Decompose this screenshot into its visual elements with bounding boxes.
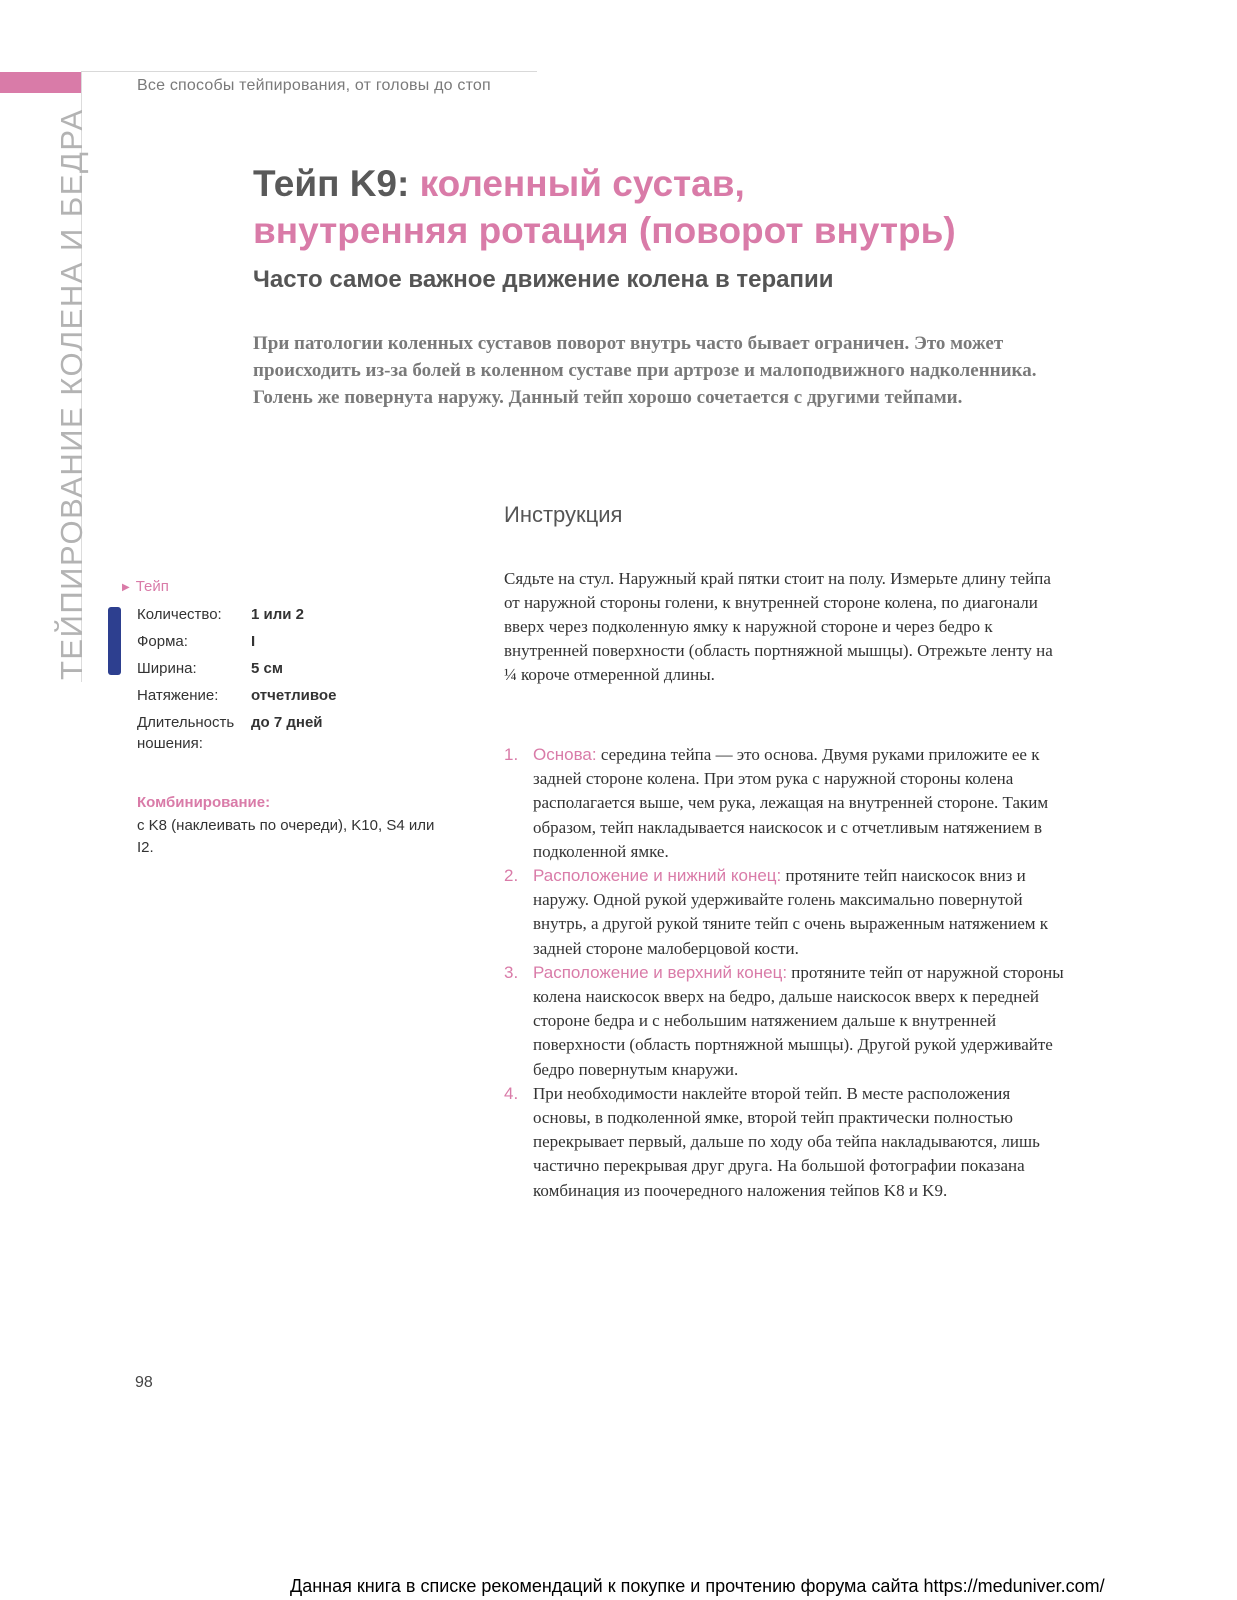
step-number: 4. — [504, 1083, 519, 1103]
step-number: 3. — [504, 962, 519, 982]
page-title — [253, 160, 956, 254]
spec-row — [137, 712, 336, 754]
step-item — [504, 743, 1069, 864]
spec-key: Форма: — [137, 633, 188, 650]
spec-row — [137, 685, 336, 706]
instruction-body: Сядьте на стул. Наружный край пятки стоит на полу. Измерьте длину тейпа от наружной стороны голени, к внутренней стороне колена, по диагонали вверх через подколенную ямку к наружной стороне и через бедро к внутренней поверхности (область портняжной мышцы). Отрежьте ленту на ¼ короче отмеренной длины. — [504, 569, 1053, 684]
tape-heading-label: Тейп — [135, 578, 169, 595]
tape-heading — [122, 578, 169, 595]
running-head: Все способы тейпирования, от головы до стоп — [137, 77, 491, 94]
spec-row — [137, 658, 336, 679]
spec-value: до 7 дней — [251, 714, 323, 731]
step-number: 2. — [504, 866, 519, 886]
page-number: 98 — [135, 1374, 153, 1391]
spec-key: Количество: — [137, 606, 222, 623]
combination-heading: Комбинирование: — [137, 794, 271, 811]
footer-note: Данная книга в списке рекомендаций к покупке и прочтению форума сайта https://meduniver.com/ — [290, 1576, 1105, 1596]
step-text: протяните тейп от наружной стороны колена наискосок вверх на бедро, дальше наискосок вверх к передней стороне бедра и с небольшим натяжением дальше к внутренней поверхности (область портняжной мышцы). Другой рукой удерживайте бедро повернутым кнаружи. — [533, 962, 1064, 1079]
spec-key: Длительность ношения: — [137, 714, 235, 752]
spec-value: 5 см — [251, 660, 283, 677]
title-line1: коленный сустав, — [419, 163, 745, 204]
spec-value: I — [251, 633, 256, 650]
header-rule — [81, 71, 537, 72]
spec-value: 1 или 2 — [251, 606, 304, 623]
spec-key: Натяжение: — [137, 687, 219, 704]
page-subtitle: Часто самое важное движение колена в терапии — [253, 266, 834, 293]
spec-row — [137, 631, 336, 652]
intro-paragraph: При патологии коленных суставов поворот внутрь часто бывает ограничен. Это может происходить из-за болей в коленном суставе при артрозе и малоподвижного надколенника. Голень же повернута наружу. Данный тейп хорошо сочетается с другими тейпами. — [253, 333, 1037, 408]
step-label: Расположение и верхний конец: — [533, 962, 788, 982]
spec-value: отчетливое — [251, 687, 337, 704]
step-text: протяните тейп наискосок вниз и наружу. Одной рукой удерживайте голень максимально повернутой внутрь, а другой рукой тяните тейп с очень выраженным натяжением к задней стороне малоберцовой кости. — [533, 866, 1049, 958]
spec-key: Ширина: — [137, 660, 197, 677]
section-color-tab — [0, 72, 81, 93]
step-text: При необходимости наклейте второй тейп. В месте расположения основы, в подколенной ямке, второй тейп практически полностью перекрывает первый, дальше по ходу оба тейпа накладываются, лишь частично перекрывая друг друга. На большой фотографии показана комбинация из поочередного наложения тейпов K8 и K9. — [533, 1083, 1040, 1200]
step-label: Основа: — [533, 745, 597, 764]
step-item — [504, 864, 1069, 961]
tape-specs — [137, 604, 336, 760]
title-line2: внутренняя ротация (поворот внутрь) — [253, 210, 956, 251]
side-section-title: ТЕЙПИРОВАНИЕ КОЛЕНА И БЕДРА — [54, 108, 89, 680]
spec-row — [137, 604, 336, 625]
step-label: Расположение и нижний конец: — [533, 866, 782, 886]
triangle-right-icon: ▶ — [122, 582, 130, 593]
step-text: середина тейпа — это основа. Двумя руками приложите ее к задней стороне колена. При этом рука с наружной стороны колена располагается выше, чем рука, лежащая на внутренней стороне. Таким образом, тейп накладывается наискосок и с отчетливым натяжением в подколенной ямке. — [533, 745, 1049, 861]
step-number: 1. — [504, 745, 519, 764]
tape-marker-bar — [108, 607, 121, 675]
step-item — [504, 961, 1069, 1082]
instruction-steps — [504, 743, 1069, 1203]
combination-text: с K8 (наклеивать по очереди), K10, S4 или I2. — [137, 817, 435, 856]
step-item — [504, 1082, 1069, 1203]
title-code: Тейп K9: — [253, 163, 410, 204]
instruction-heading: Инструкция — [504, 502, 623, 527]
